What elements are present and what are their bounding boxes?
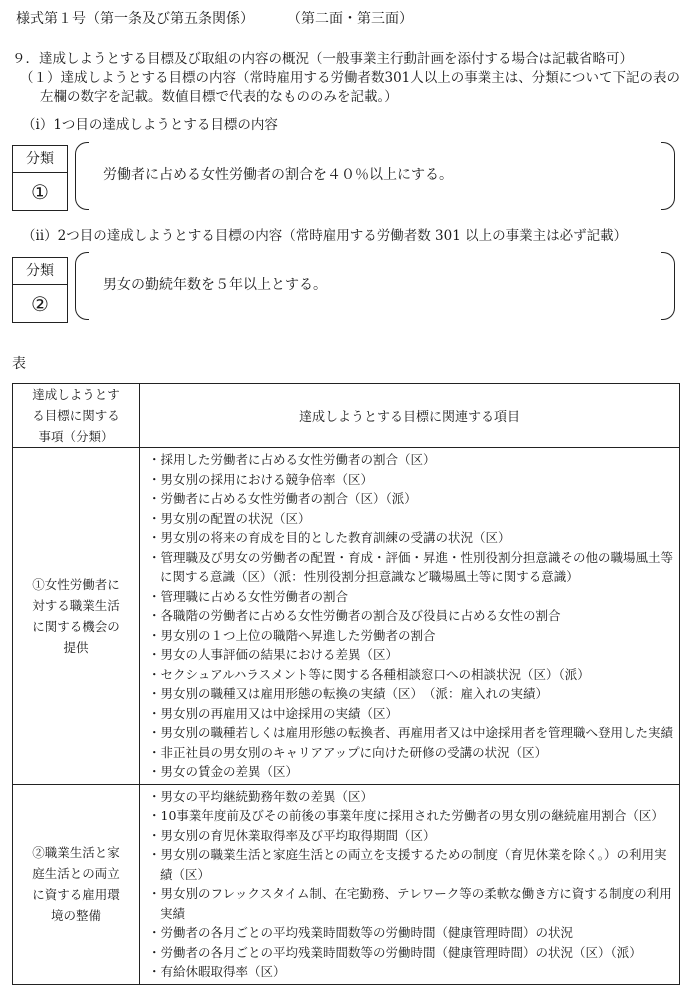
table-header-row: [13, 384, 680, 448]
list-item: ・男女の平均継続勤務年数の差異（区）: [148, 788, 374, 804]
goal-1-right-bracket: [661, 142, 675, 210]
goal-1-text: 労働者に占める女性労働者の割合を４０％以上にする。: [103, 167, 453, 183]
table-row: [13, 784, 680, 984]
goal-2-category-value: ②: [31, 292, 49, 316]
category-line: 対する職業生活: [32, 597, 120, 613]
goal-1-category-value: ①: [31, 180, 49, 204]
list-item: ・10事業年度前及びその前後の事業年度に採用された労働者の男女別の継続雇用割合（区）: [148, 808, 664, 823]
list-item: ・男女別の育児休業取得率及び平均取得期間（区）: [148, 827, 436, 843]
list-item: ・労働者の各月ごとの平均残業時間数等の労働時間（健康管理時間）の状況: [148, 925, 574, 940]
section-9-item-1: （１）達成しようとする目標の内容（常時雇用する労働者数301人以上の事業主は、分類について下記の表の左欄の数字を記載。数値目標で代表的なもののみを記載。）: [20, 70, 680, 105]
row-1-category: [13, 448, 140, 785]
goal-items-table: [12, 383, 680, 985]
list-item: ・採用した労働者に占める女性労働者の割合（区）: [148, 452, 436, 467]
form-number: 様式第１号（第一条及び第五条関係）: [16, 11, 254, 27]
list-item: ・労働者の各月ごとの平均残業時間数等の労働時間（健康管理時間）の状況（区）（派）: [148, 944, 642, 960]
goal-1-text-frame: [75, 142, 675, 210]
goal-2-category-head: 分類: [13, 258, 67, 285]
goal-1-category-box: [12, 145, 68, 211]
row-2-category: [13, 784, 140, 984]
header-items: 達成しようとする目標に関連する項目: [140, 384, 680, 448]
list-item: ・男女別の職種若しくは雇用形態の転換者、再雇用者又は中途採用者を管理職へ登用した実績: [148, 725, 674, 740]
category-line: 庭生活との両立: [32, 866, 120, 881]
goal-2-category-box: [12, 257, 68, 323]
list-item: ・各職階の労働者に占める女性労働者の割合及び役員に占める女性の割合: [148, 608, 561, 623]
list-item: ・セクシュアルハラスメント等に関する各種相談窓口への相談状況（区）（派）: [148, 666, 590, 682]
list-item: ・男女別の将来の育成を目的とした教育訓練の受講の状況（区）: [148, 530, 511, 545]
list-item: ・有給休暇取得率（区）: [148, 964, 286, 979]
table-row: [13, 448, 680, 785]
category-line: 境の整備: [50, 908, 101, 923]
goal-2-label: （ⅱ）2つ目の達成しようとする目標の内容（常時雇用する労働者数 301 以上の事業主は必ず記載）: [22, 228, 628, 244]
goal-2-text-frame: [75, 252, 675, 320]
goal-2-text: 男女の勤続年数を５年以上とする。: [103, 277, 327, 293]
list-item: ・非正社員の男女別のキャリアアップに向けた研修の受講の状況（区）: [148, 744, 548, 760]
list-item: ・男女別のフレックスタイム制、在宅勤務、テレワーク等の柔軟な働き方に資する制度の利用実績: [148, 886, 672, 921]
list-item: ・男女の人事評価の結果における差異（区）: [148, 647, 399, 662]
list-item: ・男女別の１つ上位の職階へ昇進した労働者の割合: [148, 627, 436, 643]
goal-2-right-bracket: [661, 252, 675, 320]
goal-1-label: （ⅰ）1つ目の達成しようとする目標の内容: [22, 117, 278, 133]
page-indicator: （第二面・第三面）: [294, 11, 413, 27]
list-item: ・男女別の再雇用又は中途採用の実績（区）: [148, 705, 399, 721]
header-category: [13, 384, 140, 448]
page-header: [16, 8, 413, 28]
category-line: 提供: [63, 639, 89, 655]
goal-2-left-bracket: [75, 252, 89, 320]
list-item: ・男女の賃金の差異（区）: [148, 764, 299, 779]
goal-1-category-head: 分類: [13, 146, 67, 173]
list-item: ・男女別の採用における競争倍率（区）: [148, 471, 374, 487]
category-line: ②職業生活と家: [32, 845, 120, 860]
table-title: 表: [12, 356, 26, 372]
list-item: ・管理職及び男女の労働者の配置・育成・評価・昇進・性別役割分担意識その他の職場風土等に関する意識（区）（派：性別役割分担意識など職場風土等に関する意識）: [148, 549, 674, 584]
list-item: ・男女別の職業生活と家庭生活との両立を支援するための制度（育児休業を除く。）の利用実績（区）: [148, 847, 667, 882]
row-1-items: [140, 448, 680, 785]
header-category-line: る目標に関する: [32, 408, 120, 423]
header-category-line: 達成しようとす: [32, 387, 120, 402]
header-category-line: 事項（分類）: [38, 429, 114, 444]
list-item: ・男女別の職種又は雇用形態の転換の実績（区） （派：雇入れの実績）: [148, 686, 549, 701]
row-2-items: [140, 784, 680, 984]
section-9-title: ９．達成しようとする目標及び取組の内容の概況（一般事業主行動計画を添付する場合は記載省略可）: [12, 51, 633, 67]
list-item: ・男女別の配置の状況（区）: [148, 510, 311, 526]
list-item: ・労働者に占める女性労働者の割合（区）（派）: [148, 491, 417, 506]
category-line: に関する機会の: [32, 618, 120, 634]
category-line: ①女性労働者に: [32, 576, 120, 592]
goal-1-left-bracket: [75, 142, 89, 210]
category-line: に資する雇用環: [32, 887, 120, 902]
list-item: ・管理職に占める女性労働者の割合: [148, 588, 349, 604]
section-9: [12, 50, 690, 107]
